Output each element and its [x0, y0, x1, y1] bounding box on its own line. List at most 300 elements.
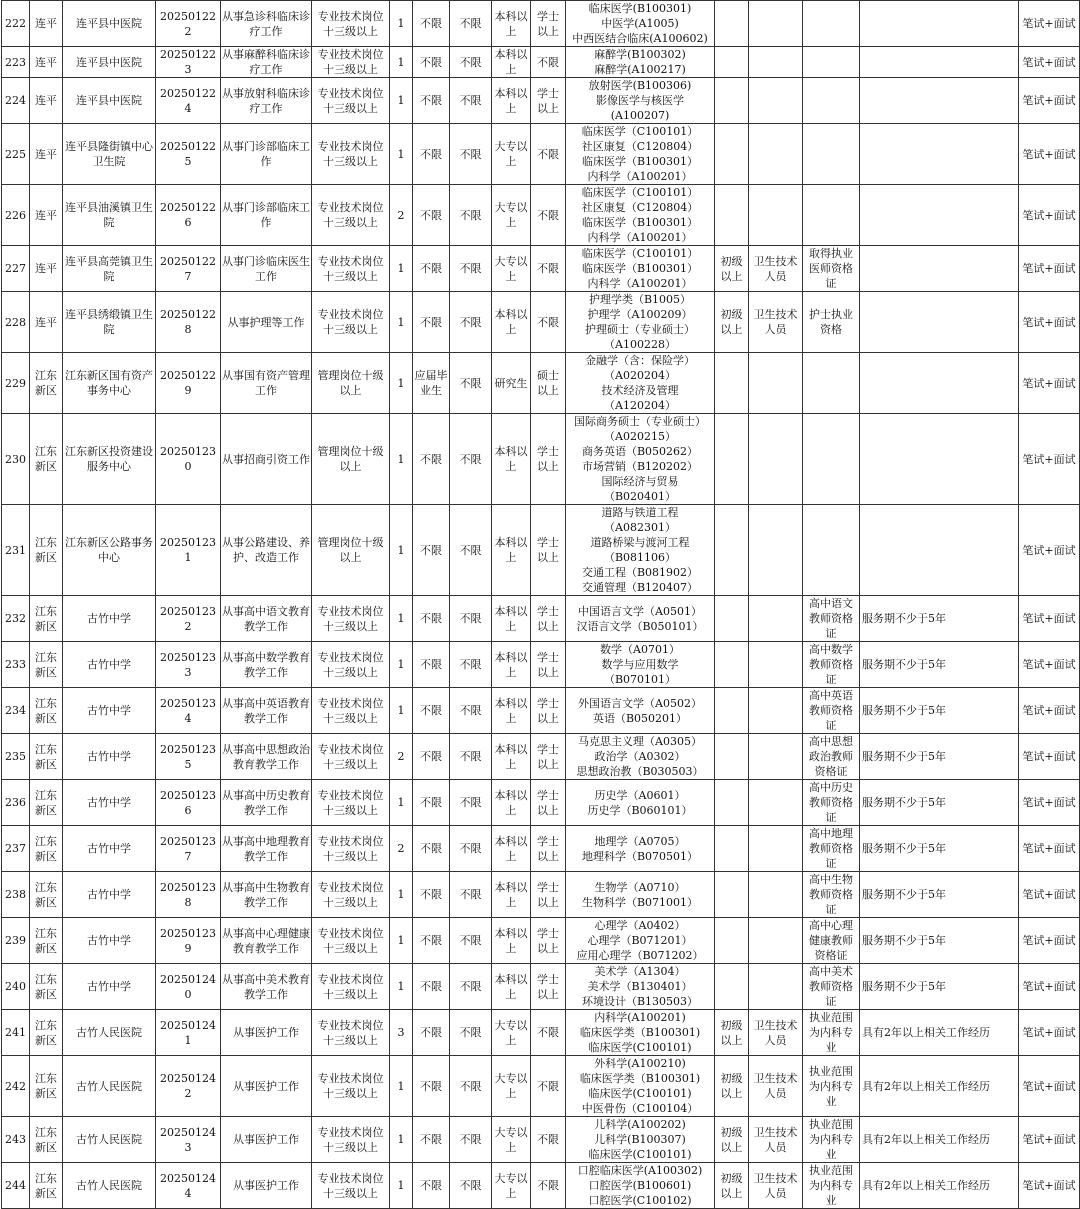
major-cell: 临床医学（C100101） 社区康复（C120804） 临床医学（B100301） 内科学（A100201） — [566, 185, 715, 246]
education-cell: 大专以上 — [492, 185, 531, 246]
table-row — [2, 1117, 1080, 1163]
age-limit-cell: 不限 — [450, 734, 492, 780]
target-applicants-cell: 不限 — [413, 1, 450, 47]
post-level-cell: 专业技术岗位十三级以上 — [312, 292, 390, 353]
position-code-cell: 202501224 — [156, 78, 221, 124]
post-level-cell: 专业技术岗位十三级以上 — [312, 596, 390, 642]
professional-title-cell — [715, 964, 749, 1010]
major-cell: 临床医学（C100101） 社区康复（C120804） 临床医学（B100301） 内科学（A100201） — [566, 124, 715, 185]
other-requirement-cell — [860, 414, 1019, 505]
exam-method-cell: 笔试+面试 — [1019, 47, 1080, 78]
row-number: 243 — [2, 1117, 30, 1163]
unit-name-cell: 江东新区国有资产事务中心 — [63, 353, 156, 414]
unit-name-cell: 古竹中学 — [63, 642, 156, 688]
hire-count-cell: 1 — [390, 353, 413, 414]
hire-count-cell: 1 — [390, 124, 413, 185]
exam-method-cell: 笔试+面试 — [1019, 414, 1080, 505]
major-cell: 金融学（含：保险学） （A020204） 技术经济及管理 （A120204） — [566, 353, 715, 414]
target-applicants-cell: 不限 — [413, 505, 450, 596]
other-requirement-cell — [860, 246, 1019, 292]
target-applicants-cell: 不限 — [413, 872, 450, 918]
exam-method-cell: 笔试+面试 — [1019, 780, 1080, 826]
post-level-cell: 专业技术岗位十三级以上 — [312, 642, 390, 688]
certificate-cell — [803, 124, 860, 185]
target-applicants-cell: 不限 — [413, 47, 450, 78]
table-row — [2, 1056, 1080, 1117]
degree-cell: 不限 — [531, 246, 566, 292]
professional-title-cell: 初级以上 — [715, 1117, 749, 1163]
major-cell: 口腔临床医学(A100302) 口腔医学(B100601) 口腔医学(C100102) — [566, 1163, 715, 1209]
certificate-cell — [803, 414, 860, 505]
education-cell: 本科以上 — [492, 826, 531, 872]
exam-method-cell: 笔试+面试 — [1019, 1117, 1080, 1163]
qualification-cell — [749, 734, 803, 780]
education-cell: 本科以上 — [492, 734, 531, 780]
age-limit-cell: 不限 — [450, 596, 492, 642]
table-row — [2, 872, 1080, 918]
other-requirement-cell: 服务期不少于5年 — [860, 826, 1019, 872]
age-limit-cell: 不限 — [450, 826, 492, 872]
position-code-cell: 202501243 — [156, 1117, 221, 1163]
position-description-cell: 从事医护工作 — [221, 1010, 312, 1056]
professional-title-cell — [715, 78, 749, 124]
target-applicants-cell: 应届毕业生 — [413, 353, 450, 414]
age-limit-cell: 不限 — [450, 505, 492, 596]
area-cell: 江东新区 — [30, 826, 63, 872]
professional-title-cell — [715, 780, 749, 826]
position-description-cell: 从事高中历史教育教学工作 — [221, 780, 312, 826]
area-cell: 连平 — [30, 124, 63, 185]
education-cell: 本科以上 — [492, 872, 531, 918]
qualification-cell: 卫生技术人员 — [749, 1117, 803, 1163]
other-requirement-cell: 服务期不少于5年 — [860, 780, 1019, 826]
education-cell: 大专以上 — [492, 1117, 531, 1163]
certificate-cell: 执业范围为内科专业 — [803, 1163, 860, 1209]
unit-name-cell: 古竹中学 — [63, 964, 156, 1010]
age-limit-cell: 不限 — [450, 353, 492, 414]
position-description-cell: 从事放射科临床诊疗工作 — [221, 78, 312, 124]
education-cell: 本科以上 — [492, 292, 531, 353]
major-cell: 数学（A0701） 数学与应用数学 （B070101） — [566, 642, 715, 688]
age-limit-cell: 不限 — [450, 688, 492, 734]
area-cell: 江东新区 — [30, 414, 63, 505]
post-level-cell: 管理岗位十级以上 — [312, 414, 390, 505]
education-cell: 本科以上 — [492, 505, 531, 596]
certificate-cell — [803, 505, 860, 596]
certificate-cell: 执业范围为内科专业 — [803, 1117, 860, 1163]
exam-method-cell: 笔试+面试 — [1019, 964, 1080, 1010]
age-limit-cell: 不限 — [450, 47, 492, 78]
certificate-cell: 高中美术教师资格证 — [803, 964, 860, 1010]
degree-cell: 学士以上 — [531, 734, 566, 780]
hire-count-cell: 1 — [390, 1, 413, 47]
other-requirement-cell — [860, 124, 1019, 185]
position-code-cell: 202501230 — [156, 414, 221, 505]
age-limit-cell: 不限 — [450, 872, 492, 918]
position-code-cell: 202501223 — [156, 47, 221, 78]
table-row — [2, 505, 1080, 596]
area-cell: 江东新区 — [30, 734, 63, 780]
major-cell: 心理学（A0402） 心理学（B071201） 应用心理学（B071202） — [566, 918, 715, 964]
hire-count-cell: 1 — [390, 780, 413, 826]
unit-name-cell: 古竹中学 — [63, 688, 156, 734]
unit-name-cell: 古竹人民医院 — [63, 1056, 156, 1117]
target-applicants-cell: 不限 — [413, 185, 450, 246]
area-cell: 连平 — [30, 246, 63, 292]
area-cell: 江东新区 — [30, 1163, 63, 1209]
position-description-cell: 从事公路建设、养护、改造工作 — [221, 505, 312, 596]
table-row — [2, 47, 1080, 78]
age-limit-cell: 不限 — [450, 292, 492, 353]
post-level-cell: 专业技术岗位十三级以上 — [312, 1010, 390, 1056]
qualification-cell — [749, 185, 803, 246]
unit-name-cell: 古竹中学 — [63, 918, 156, 964]
certificate-cell: 高中数学教师资格证 — [803, 642, 860, 688]
position-code-cell: 202501240 — [156, 964, 221, 1010]
professional-title-cell — [715, 185, 749, 246]
major-cell: 外国语言文学（A0502） 英语（B050201） — [566, 688, 715, 734]
professional-title-cell — [715, 353, 749, 414]
position-description-cell: 从事高中地理教育教学工作 — [221, 826, 312, 872]
major-cell: 地理学（A0705） 地理科学（B070501） — [566, 826, 715, 872]
age-limit-cell: 不限 — [450, 918, 492, 964]
unit-name-cell: 古竹中学 — [63, 872, 156, 918]
area-cell: 江东新区 — [30, 505, 63, 596]
row-number: 227 — [2, 246, 30, 292]
target-applicants-cell: 不限 — [413, 734, 450, 780]
row-number: 230 — [2, 414, 30, 505]
qualification-cell: 卫生技术人员 — [749, 292, 803, 353]
position-code-cell: 202501237 — [156, 826, 221, 872]
qualification-cell: 卫生技术人员 — [749, 1010, 803, 1056]
exam-method-cell: 笔试+面试 — [1019, 1163, 1080, 1209]
exam-method-cell: 笔试+面试 — [1019, 734, 1080, 780]
area-cell: 连平 — [30, 78, 63, 124]
qualification-cell — [749, 780, 803, 826]
table-row — [2, 642, 1080, 688]
professional-title-cell — [715, 872, 749, 918]
exam-method-cell: 笔试+面试 — [1019, 596, 1080, 642]
position-description-cell: 从事门诊部临床工作 — [221, 124, 312, 185]
table-row — [2, 734, 1080, 780]
table-row — [2, 1, 1080, 47]
hire-count-cell: 1 — [390, 246, 413, 292]
degree-cell: 不限 — [531, 1010, 566, 1056]
position-description-cell: 从事高中美术教育教学工作 — [221, 964, 312, 1010]
degree-cell: 不限 — [531, 124, 566, 185]
hire-count-cell: 1 — [390, 1056, 413, 1117]
qualification-cell — [749, 47, 803, 78]
target-applicants-cell: 不限 — [413, 596, 450, 642]
hire-count-cell: 1 — [390, 505, 413, 596]
qualification-cell — [749, 414, 803, 505]
age-limit-cell: 不限 — [450, 1163, 492, 1209]
hire-count-cell: 2 — [390, 185, 413, 246]
certificate-cell: 护士执业资格 — [803, 292, 860, 353]
qualification-cell — [749, 872, 803, 918]
certificate-cell: 高中语文教师资格证 — [803, 596, 860, 642]
exam-method-cell: 笔试+面试 — [1019, 1, 1080, 47]
age-limit-cell: 不限 — [450, 78, 492, 124]
target-applicants-cell: 不限 — [413, 642, 450, 688]
certificate-cell: 执业范围为内科专业 — [803, 1056, 860, 1117]
row-number: 239 — [2, 918, 30, 964]
qualification-cell — [749, 505, 803, 596]
position-description-cell: 从事医护工作 — [221, 1056, 312, 1117]
hire-count-cell: 1 — [390, 292, 413, 353]
certificate-cell: 高中心理健康教师资格证 — [803, 918, 860, 964]
age-limit-cell: 不限 — [450, 1117, 492, 1163]
degree-cell: 不限 — [531, 1117, 566, 1163]
unit-name-cell: 连平县高莞镇卫生院 — [63, 246, 156, 292]
degree-cell: 学士以上 — [531, 780, 566, 826]
target-applicants-cell: 不限 — [413, 780, 450, 826]
professional-title-cell — [715, 47, 749, 78]
hire-count-cell: 1 — [390, 918, 413, 964]
major-cell: 历史学（A0601） 历史学（B060101） — [566, 780, 715, 826]
hire-count-cell: 1 — [390, 688, 413, 734]
age-limit-cell: 不限 — [450, 1010, 492, 1056]
row-number: 228 — [2, 292, 30, 353]
education-cell: 本科以上 — [492, 642, 531, 688]
hire-count-cell: 1 — [390, 872, 413, 918]
table-row — [2, 918, 1080, 964]
target-applicants-cell: 不限 — [413, 292, 450, 353]
row-number: 224 — [2, 78, 30, 124]
unit-name-cell: 古竹中学 — [63, 734, 156, 780]
degree-cell: 学士以上 — [531, 78, 566, 124]
major-cell: 护理学类（B1005） 护理学（A100209） 护理硕士（专业硕士） （A100228） — [566, 292, 715, 353]
age-limit-cell: 不限 — [450, 780, 492, 826]
other-requirement-cell — [860, 1, 1019, 47]
post-level-cell: 专业技术岗位十三级以上 — [312, 185, 390, 246]
exam-method-cell: 笔试+面试 — [1019, 1010, 1080, 1056]
other-requirement-cell — [860, 353, 1019, 414]
row-number: 231 — [2, 505, 30, 596]
table-row — [2, 78, 1080, 124]
table-row — [2, 688, 1080, 734]
education-cell: 本科以上 — [492, 780, 531, 826]
certificate-cell — [803, 78, 860, 124]
unit-name-cell: 连平县中医院 — [63, 47, 156, 78]
education-cell: 本科以上 — [492, 78, 531, 124]
age-limit-cell: 不限 — [450, 185, 492, 246]
qualification-cell — [749, 964, 803, 1010]
professional-title-cell: 初级以上 — [715, 1010, 749, 1056]
area-cell: 江东新区 — [30, 964, 63, 1010]
position-description-cell: 从事招商引资工作 — [221, 414, 312, 505]
position-code-cell: 202501234 — [156, 688, 221, 734]
post-level-cell: 专业技术岗位十三级以上 — [312, 688, 390, 734]
target-applicants-cell: 不限 — [413, 688, 450, 734]
major-cell: 放射医学(B100306) 影像医学与核医学 (A100207) — [566, 78, 715, 124]
position-code-cell: 202501244 — [156, 1163, 221, 1209]
education-cell: 本科以上 — [492, 1, 531, 47]
exam-method-cell: 笔试+面试 — [1019, 505, 1080, 596]
qualification-cell — [749, 596, 803, 642]
degree-cell: 学士以上 — [531, 964, 566, 1010]
row-number: 226 — [2, 185, 30, 246]
professional-title-cell — [715, 414, 749, 505]
area-cell: 连平 — [30, 47, 63, 78]
qualification-cell: 卫生技术人员 — [749, 1163, 803, 1209]
table-row — [2, 596, 1080, 642]
hire-count-cell: 2 — [390, 734, 413, 780]
unit-name-cell: 连平县中医院 — [63, 1, 156, 47]
table-row — [2, 124, 1080, 185]
row-number: 225 — [2, 124, 30, 185]
exam-method-cell: 笔试+面试 — [1019, 918, 1080, 964]
target-applicants-cell: 不限 — [413, 124, 450, 185]
education-cell: 本科以上 — [492, 414, 531, 505]
degree-cell: 学士以上 — [531, 872, 566, 918]
education-cell: 研究生 — [492, 353, 531, 414]
position-code-cell: 202501242 — [156, 1056, 221, 1117]
post-level-cell: 专业技术岗位十三级以上 — [312, 734, 390, 780]
area-cell: 江东新区 — [30, 1056, 63, 1117]
position-description-cell: 从事医护工作 — [221, 1163, 312, 1209]
row-number: 232 — [2, 596, 30, 642]
age-limit-cell: 不限 — [450, 964, 492, 1010]
position-code-cell: 202501226 — [156, 185, 221, 246]
other-requirement-cell: 具有2年以上相关工作经历 — [860, 1056, 1019, 1117]
table-row — [2, 780, 1080, 826]
qualification-cell — [749, 1, 803, 47]
major-cell: 生物学（A0710） 生物科学（B071001） — [566, 872, 715, 918]
major-cell: 外科学(A100210) 临床医学类（B100301) 临床医学(C100101) 中医骨伤（C100104） — [566, 1056, 715, 1117]
unit-name-cell: 古竹人民医院 — [63, 1117, 156, 1163]
degree-cell: 学士以上 — [531, 642, 566, 688]
major-cell: 内科学(A100201) 临床医学类（B100301) 临床医学(C100101) — [566, 1010, 715, 1056]
degree-cell: 学士以上 — [531, 414, 566, 505]
professional-title-cell — [715, 918, 749, 964]
certificate-cell: 高中历史教师资格证 — [803, 780, 860, 826]
other-requirement-cell: 服务期不少于5年 — [860, 642, 1019, 688]
professional-title-cell — [715, 124, 749, 185]
unit-name-cell: 古竹中学 — [63, 596, 156, 642]
unit-name-cell: 连平县中医院 — [63, 78, 156, 124]
target-applicants-cell: 不限 — [413, 414, 450, 505]
qualification-cell — [749, 353, 803, 414]
position-description-cell: 从事门诊部临床工作 — [221, 185, 312, 246]
hire-count-cell: 1 — [390, 596, 413, 642]
degree-cell: 不限 — [531, 47, 566, 78]
major-cell: 国际商务硕士（专业硕士） （A020215） 商务英语（B050262） 市场营销（B120202） 国际经济与贸易 （B020401） — [566, 414, 715, 505]
education-cell: 本科以上 — [492, 964, 531, 1010]
post-level-cell: 专业技术岗位十三级以上 — [312, 1056, 390, 1117]
unit-name-cell: 连平县绣缎镇卫生院 — [63, 292, 156, 353]
position-code-cell: 202501231 — [156, 505, 221, 596]
exam-method-cell: 笔试+面试 — [1019, 78, 1080, 124]
education-cell: 本科以上 — [492, 47, 531, 78]
other-requirement-cell: 具有2年以上相关工作经历 — [860, 1117, 1019, 1163]
certificate-cell — [803, 47, 860, 78]
major-cell: 马克思主义理（A0305） 政治学（A0302） 思想政治教（B030503） — [566, 734, 715, 780]
row-number: 244 — [2, 1163, 30, 1209]
position-description-cell: 从事急诊科临床诊疗工作 — [221, 1, 312, 47]
hire-count-cell: 2 — [390, 826, 413, 872]
post-level-cell: 管理岗位十级以上 — [312, 353, 390, 414]
hire-count-cell: 1 — [390, 1163, 413, 1209]
area-cell: 江东新区 — [30, 918, 63, 964]
position-description-cell: 从事麻醉科临床诊疗工作 — [222, 48, 310, 76]
target-applicants-cell: 不限 — [413, 246, 450, 292]
target-applicants-cell: 不限 — [413, 918, 450, 964]
hire-count-cell: 1 — [390, 1117, 413, 1163]
hire-count-cell: 3 — [390, 1010, 413, 1056]
professional-title-cell — [715, 688, 749, 734]
other-requirement-cell: 服务期不少于5年 — [860, 734, 1019, 780]
other-requirement-cell — [860, 185, 1019, 246]
position-code-cell: 202501233 — [156, 642, 221, 688]
degree-cell: 不限 — [531, 185, 566, 246]
major-cell: 麻醉学(B100302) 麻醉学(A100217) — [566, 47, 715, 78]
other-requirement-cell: 具有2年以上相关工作经历 — [860, 1010, 1019, 1056]
certificate-cell: 执业范围为内科专业 — [803, 1010, 860, 1056]
age-limit-cell: 不限 — [450, 642, 492, 688]
hire-count-cell: 1 — [390, 642, 413, 688]
area-cell: 江东新区 — [30, 1010, 63, 1056]
age-limit-cell: 不限 — [450, 124, 492, 185]
exam-method-cell: 笔试+面试 — [1019, 872, 1080, 918]
position-code-cell: 202501235 — [156, 734, 221, 780]
qualification-cell — [749, 918, 803, 964]
area-cell: 连平 — [30, 185, 63, 246]
table-row — [2, 414, 1080, 505]
target-applicants-cell: 不限 — [413, 1056, 450, 1117]
position-description-cell: 从事高中生物教育教学工作 — [221, 872, 312, 918]
position-code-cell: 202501229 — [156, 353, 221, 414]
position-description-cell: 从事高中英语教育教学工作 — [221, 688, 312, 734]
row-number: 236 — [2, 780, 30, 826]
position-description-cell: 从事国有资产管理工作 — [221, 353, 312, 414]
position-code-cell: 202501232 — [156, 596, 221, 642]
professional-title-cell: 初级以上 — [715, 246, 749, 292]
unit-name-cell: 江东新区投资建设服务中心 — [63, 414, 156, 505]
certificate-cell — [803, 185, 860, 246]
area-cell: 江东新区 — [30, 780, 63, 826]
position-description-cell: 从事护理等工作 — [221, 292, 312, 353]
hire-count-cell: 1 — [390, 47, 413, 78]
unit-name-cell: 江东新区公路事务中心 — [63, 505, 156, 596]
other-requirement-cell — [860, 47, 1019, 78]
table-row — [2, 246, 1080, 292]
post-level-cell: 专业技术岗位十三级以上 — [312, 872, 390, 918]
post-level-cell: 专业技术岗位十三级以上 — [312, 964, 390, 1010]
other-requirement-cell: 具有2年以上相关工作经历 — [860, 1163, 1019, 1209]
education-cell: 本科以上 — [492, 688, 531, 734]
degree-cell: 不限 — [531, 1163, 566, 1209]
other-requirement-cell: 服务期不少于5年 — [860, 918, 1019, 964]
major-cell: 美术学（A1304） 美术学（B130401） 环境设计（B130503） — [566, 964, 715, 1010]
hire-count-cell: 1 — [390, 964, 413, 1010]
major-cell: 儿科学(A100202) 儿科学(B100307) 临床医学(C100101) — [566, 1117, 715, 1163]
exam-method-cell: 笔试+面试 — [1019, 826, 1080, 872]
age-limit-cell: 不限 — [450, 246, 492, 292]
degree-cell: 不限 — [531, 292, 566, 353]
major-cell: 道路与铁道工程 （A082301） 道路桥梁与渡河工程 （B081106） 交通工程（B081902） 交通管理（B120407） — [566, 505, 715, 596]
age-limit-cell: 不限 — [450, 1056, 492, 1117]
post-level-cell: 专业技术岗位十三级以上 — [312, 246, 390, 292]
target-applicants-cell: 不限 — [413, 964, 450, 1010]
other-requirement-cell: 服务期不少于5年 — [860, 596, 1019, 642]
position-description-cell: 从事高中心理健康教育教学工作 — [221, 918, 312, 964]
row-number: 241 — [2, 1010, 30, 1056]
degree-cell: 硕士以上 — [531, 353, 566, 414]
certificate-cell: 高中地理教师资格证 — [803, 826, 860, 872]
major-cell: 临床医学（C100101） 临床医学（B100301） 内科学（A100201） — [566, 246, 715, 292]
qualification-cell — [749, 642, 803, 688]
